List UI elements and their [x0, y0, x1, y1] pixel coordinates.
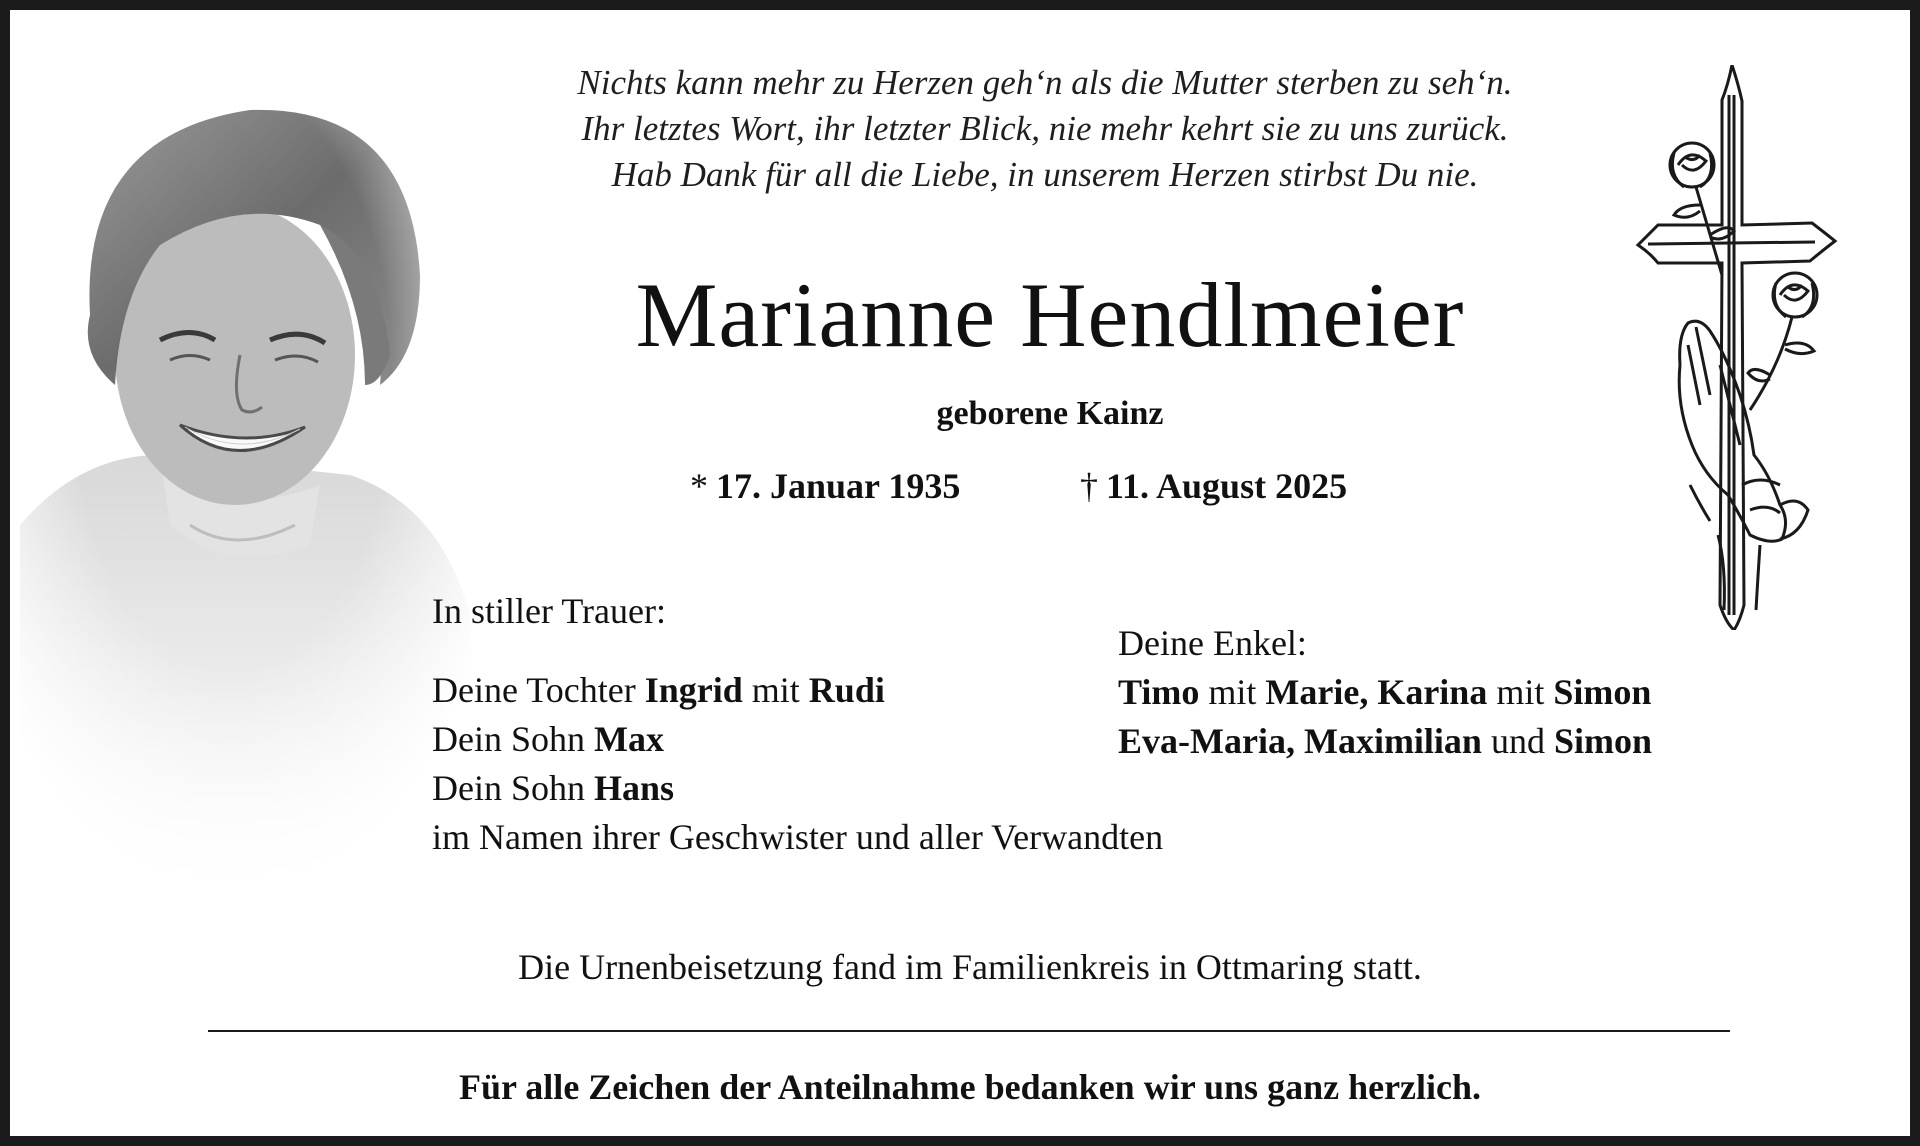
grandchildren-block: [1118, 619, 1652, 766]
grandchild-name: Marie, Karina: [1265, 672, 1488, 712]
mourner-name: Ingrid: [644, 670, 743, 710]
mourners-intro: In stiller Trauer:: [432, 591, 666, 631]
poem-line: Ihr letztes Wort, ihr letzter Blick, nie mehr kehrt sie zu uns zurück.: [581, 109, 1509, 148]
poem: [480, 60, 1610, 198]
maiden-name: geborene Kainz: [936, 395, 1164, 432]
relation-label: Dein Sohn: [432, 719, 585, 759]
cross-roses-praying-hands-icon: [1630, 65, 1845, 630]
grandchildren-line: [1118, 668, 1652, 717]
relation-label: Dein Sohn: [432, 768, 585, 808]
grandchild-name: Eva-Maria, Maximilian: [1118, 721, 1482, 761]
relation-label: Deine Tochter: [432, 670, 636, 710]
birth-date-line: [690, 465, 960, 507]
mourner-name: Rudi: [808, 670, 885, 710]
grandchildren-intro: Deine Enkel:: [1118, 623, 1307, 663]
grandchild-name: Simon: [1553, 672, 1652, 712]
joiner-text: mit: [1208, 672, 1257, 712]
death-symbol: †: [1080, 466, 1098, 506]
portrait-photo: [20, 55, 490, 905]
mourner-son: [432, 715, 1163, 764]
death-date: 11. August 2025: [1106, 466, 1348, 506]
death-date-line: [1080, 465, 1347, 507]
birth-symbol: *: [690, 466, 708, 506]
poem-line: Nichts kann mehr zu Herzen geh‘n als die Mutter sterben zu seh‘n.: [577, 63, 1513, 102]
grandchild-name: Simon: [1553, 721, 1653, 761]
mourner-name: Hans: [594, 768, 675, 808]
relatives-line: im Namen ihrer Geschwister und aller Verwandten: [432, 817, 1164, 857]
mourners-block: [432, 587, 1163, 862]
birth-date: 17. Januar 1935: [716, 466, 961, 506]
joiner-text: mit: [1496, 672, 1545, 712]
divider: [208, 1030, 1730, 1032]
joiner-text: mit: [751, 670, 800, 710]
funeral-note: Die Urnenbeisetzung fand im Familienkreis in Ottmaring statt.: [518, 947, 1422, 987]
mourner-daughter: [432, 666, 1163, 715]
grandchildren-line: [1118, 717, 1652, 766]
joiner-text: und: [1490, 721, 1545, 761]
mourner-son: [432, 764, 1163, 813]
deceased-name: Marianne Hendlmeier: [635, 264, 1465, 366]
poem-line: Hab Dank für all die Liebe, in unserem Herzen stirbst Du nie.: [611, 155, 1479, 194]
mourner-name: Max: [594, 719, 664, 759]
grandchild-name: Timo: [1118, 672, 1200, 712]
thanks-note: Für alle Zeichen der Anteilnahme bedanken wir uns ganz herzlich.: [458, 1067, 1482, 1107]
